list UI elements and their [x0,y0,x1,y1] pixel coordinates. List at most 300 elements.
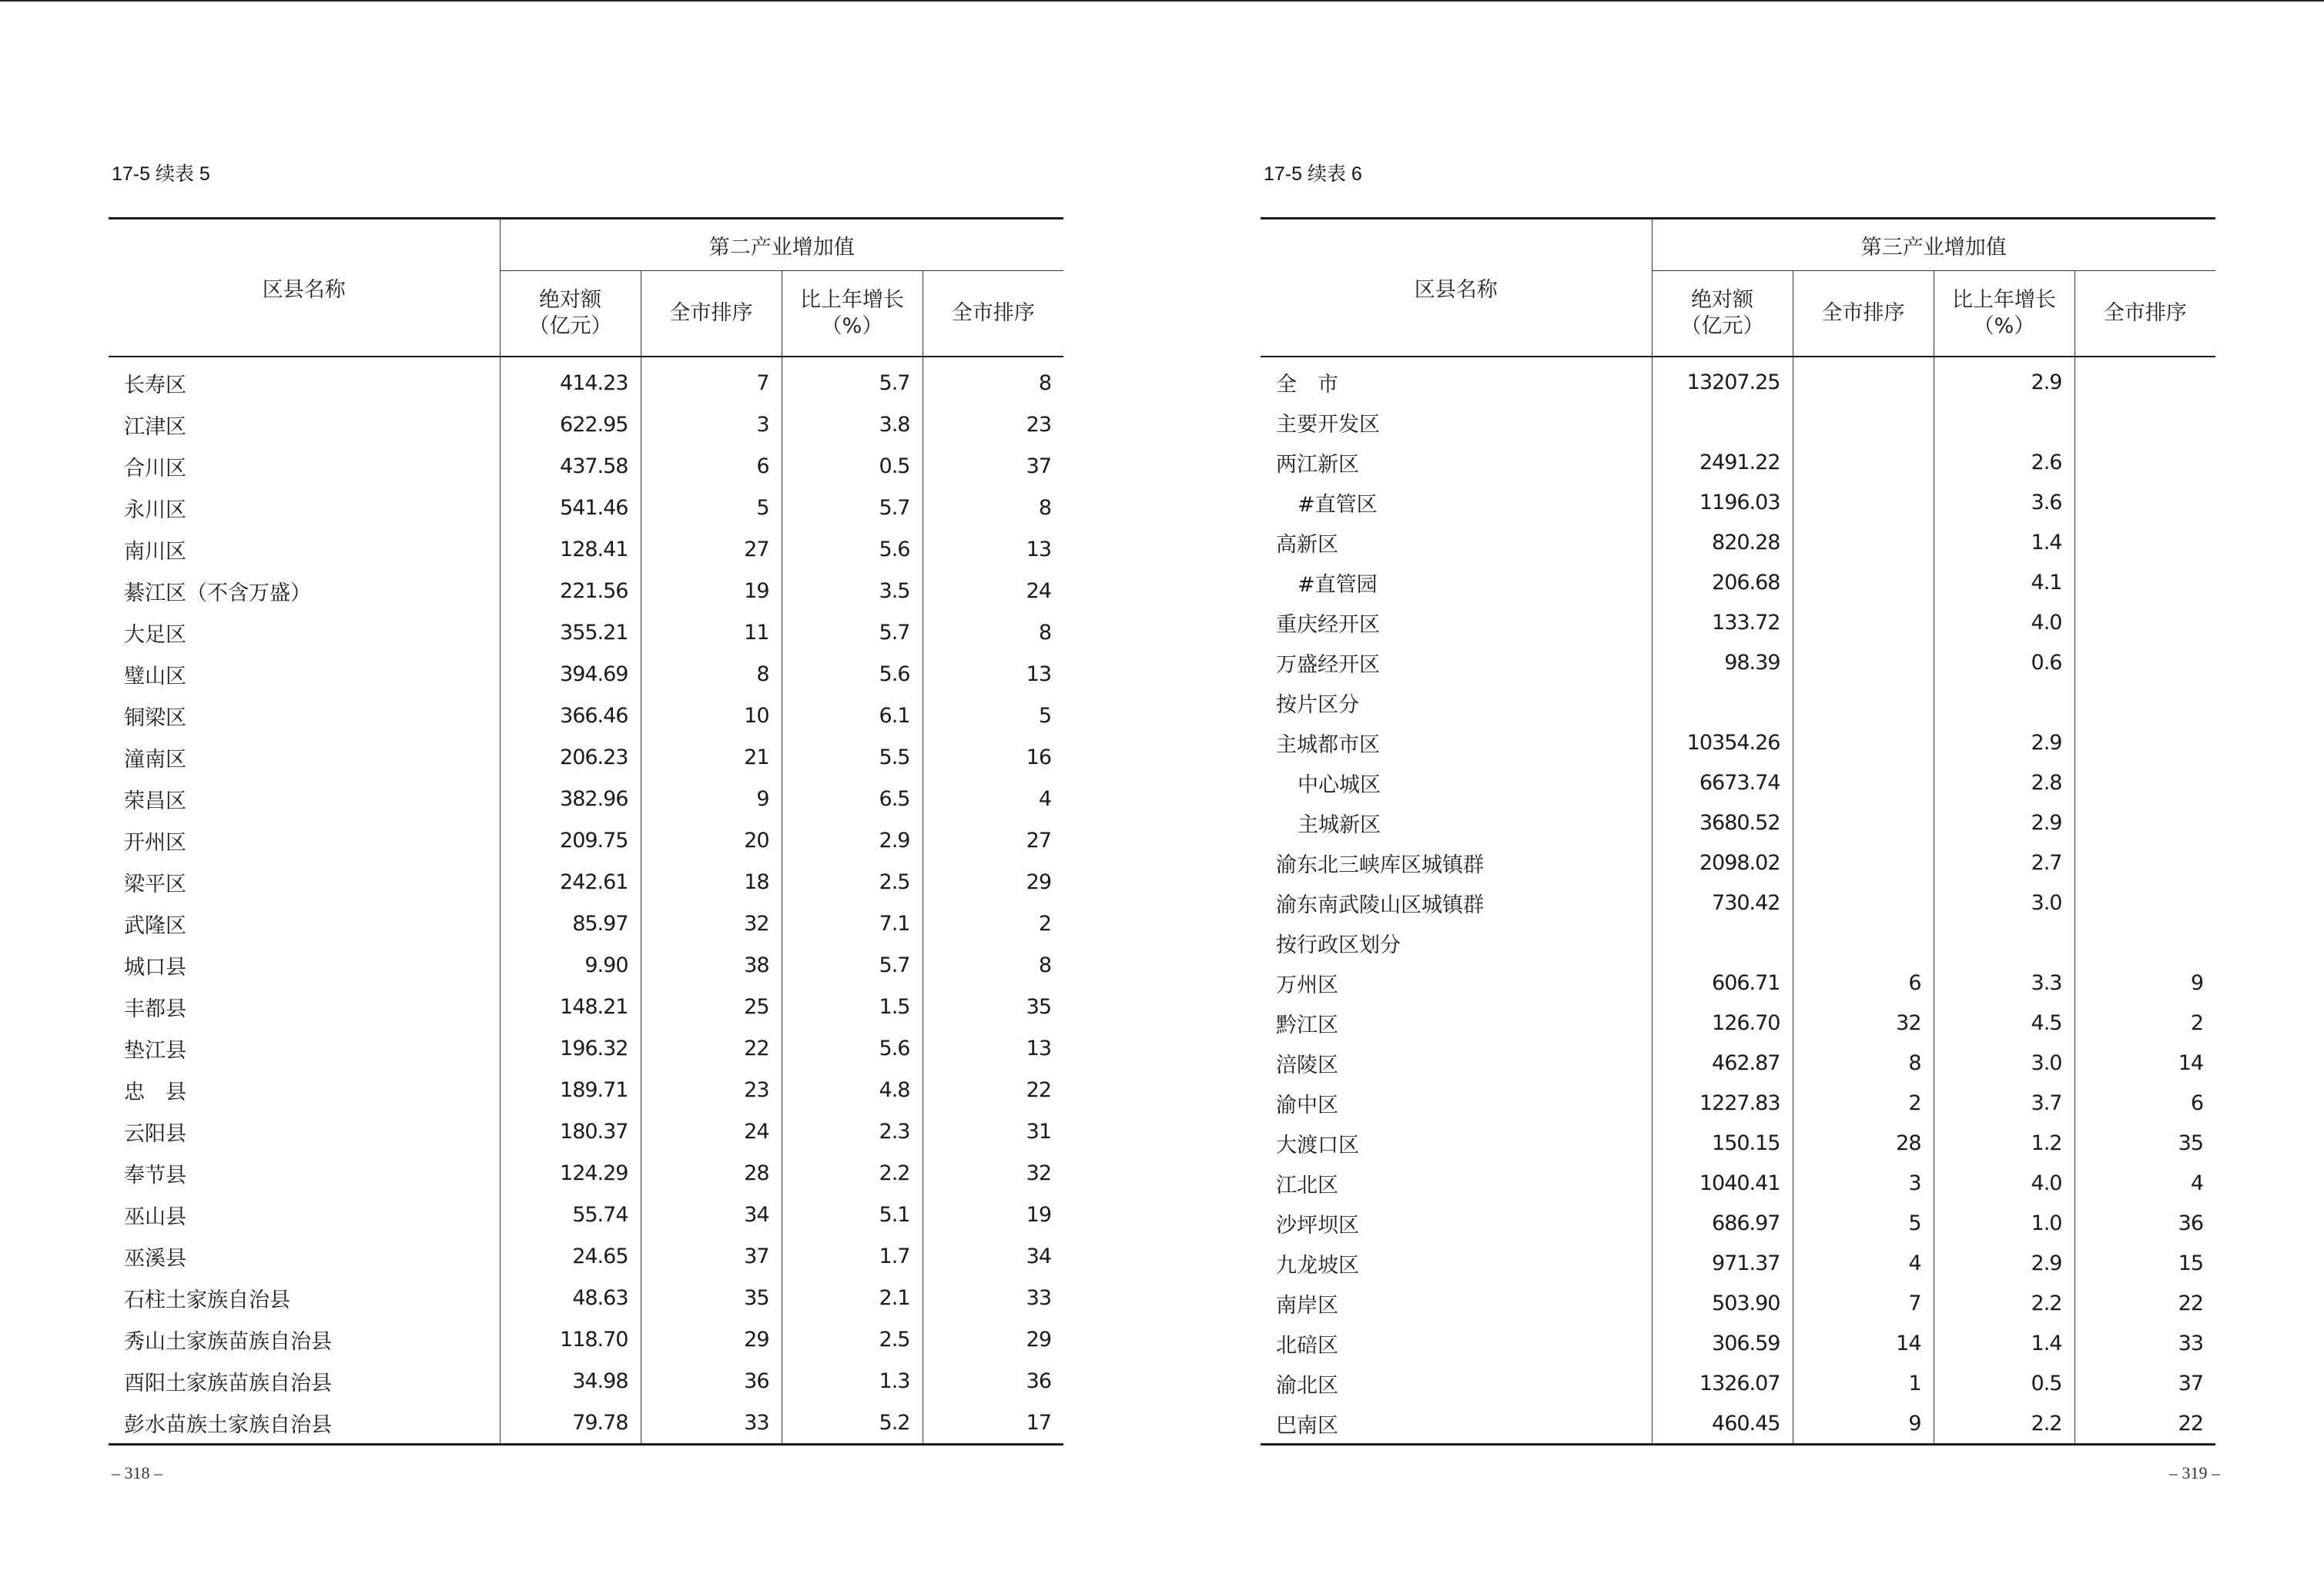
tertiary-industry-table [1261,217,2215,1446]
abs-value-cell: 460.45 [1652,1403,1793,1445]
growth-rank-cell [2075,762,2215,802]
district-name-cell: 南川区 [109,528,500,570]
growth-cell: 5.6 [782,653,923,695]
growth-cell: 1.4 [1934,1323,2075,1363]
growth-rank-header: 全市排序 [923,271,1063,357]
table-row [1261,357,2215,402]
table-row [1261,1123,2215,1163]
growth-rank-cell [2075,357,2215,402]
table-row [1261,1203,2215,1243]
table-row [109,903,1063,944]
table-row [1261,883,2215,923]
growth-rank-cell: 5 [1038,703,1051,728]
rank-cell [1793,402,1934,442]
group-header: 第三产业增加值 [1652,219,2215,271]
district-name-cell: 主要开发区 [1261,402,1652,442]
rank-cell [1793,682,1934,722]
district-name-cell: 云阳县 [109,1111,500,1152]
district-name-cell: 沙坪坝区 [1261,1203,1652,1243]
table-row [1261,722,2215,762]
table-row [1261,1323,2215,1363]
growth-cell: 2.1 [782,1277,923,1318]
growth-cell: 4.5 [1934,1003,2075,1043]
growth-cell: 3.5 [782,570,923,611]
growth-cell: 2.9 [1934,1243,2075,1283]
growth-cell: 2.2 [782,1152,923,1194]
abs-value-cell: 133.72 [1652,602,1793,642]
growth-cell [1934,682,2075,722]
table-row [109,1069,1063,1111]
page-number: – 319 – [2169,1463,2220,1482]
rank-cell: 37 [641,1235,782,1277]
rank-cell [1793,602,1934,642]
rank-cell: 36 [641,1360,782,1402]
rank-cell: 11 [641,611,782,653]
abs-value-cell [1652,402,1793,442]
abs-value-cell [1652,682,1793,722]
district-name-cell: 永川区 [109,487,500,528]
growth-rank-cell [2075,843,2215,883]
abs-value-cell: 85.97 [500,903,641,944]
district-name-cell: 綦江区（不含万盛） [109,570,500,611]
growth-rank-cell: 24 [1026,578,1051,603]
district-name-cell: 丰都县 [109,986,500,1027]
growth-rank-cell: 13 [1026,662,1051,686]
growth-cell: 5.1 [782,1194,923,1235]
abs-value-header: 绝对额 （亿元） [1652,271,1793,357]
abs-value-cell: 9.90 [500,944,641,986]
growth-cell: 5.2 [782,1402,923,1445]
abs-value-cell: 189.71 [500,1069,641,1111]
district-name-cell: 秀山土家族苗族自治县 [109,1318,500,1360]
abs-value-cell: 437.58 [500,445,641,487]
table-row [109,653,1063,695]
abs-value-cell: 366.46 [500,695,641,736]
growth-rank-cell [2075,642,2215,682]
district-name-cell: 长寿区 [109,357,500,404]
district-name-cell: 黔江区 [1261,1003,1652,1043]
rank-cell: 23 [641,1069,782,1111]
rank-header: 全市排序 [1793,271,1934,357]
abs-value-cell: 24.65 [500,1235,641,1277]
table-row [1261,923,2215,963]
district-name-cell: 大足区 [109,611,500,653]
growth-rank-cell: 6 [2190,1090,2203,1115]
abs-value-cell: 394.69 [500,653,641,695]
district-name-cell: 荣昌区 [109,778,500,819]
table-row [1261,1043,2215,1083]
table-row [1261,1363,2215,1403]
growth-cell: 1.7 [782,1235,923,1277]
rank-cell: 27 [641,528,782,570]
rank-cell: 14 [1793,1323,1934,1363]
growth-rank-cell [2075,522,2215,562]
rank-cell: 6 [1793,963,1934,1003]
abs-value-cell: 971.37 [1652,1243,1793,1283]
district-name-cell: 城口县 [109,944,500,986]
table-row [109,1360,1063,1402]
rank-cell: 3 [1793,1163,1934,1203]
rank-cell [1793,843,1934,883]
abs-value-cell: 242.61 [500,861,641,903]
table-row [1261,562,2215,602]
abs-value-cell: 686.97 [1652,1203,1793,1243]
table-row [109,404,1063,445]
growth-cell: 0.5 [782,445,923,487]
rank-cell: 7 [641,357,782,404]
table-row [1261,1283,2215,1323]
growth-rank-cell [2075,883,2215,923]
rank-cell: 8 [641,653,782,695]
growth-cell: 4.0 [1934,1163,2075,1203]
rank-cell [1793,923,1934,963]
district-name-cell: 万盛经开区 [1261,642,1652,682]
abs-value-cell: 622.95 [500,404,641,445]
growth-rank-cell: 19 [1026,1202,1051,1227]
district-name-cell: 涪陵区 [1261,1043,1652,1083]
abs-value-cell: 6673.74 [1652,762,1793,802]
growth-cell: 6.5 [782,778,923,819]
growth-rank-cell: 35 [2178,1131,2203,1155]
rank-cell: 24 [641,1111,782,1152]
secondary-industry-table [109,217,1063,1446]
abs-value-cell: 196.32 [500,1027,641,1069]
growth-rank-cell: 36 [2178,1211,2203,1235]
district-name-cell: 南岸区 [1261,1283,1652,1323]
growth-cell: 1.2 [1934,1123,2075,1163]
growth-rank-cell: 17 [923,1402,1063,1445]
rank-cell: 35 [641,1277,782,1318]
growth-rank-cell: 29 [1026,1327,1051,1352]
growth-cell: 1.3 [782,1360,923,1402]
abs-value-cell: 79.78 [500,1402,641,1445]
table-row [109,1235,1063,1277]
growth-cell: 3.3 [1934,963,2075,1003]
rank-cell: 28 [641,1152,782,1194]
district-name-cell: 武隆区 [109,903,500,944]
rank-cell: 33 [641,1402,782,1445]
abs-value-cell: 126.70 [1652,1003,1793,1043]
table-caption: 17-5 续表 6 [1264,163,1362,185]
rank-cell: 34 [641,1194,782,1235]
growth-rank-cell: 37 [2178,1371,2203,1395]
abs-value-cell: 2098.02 [1652,843,1793,883]
abs-value-cell: 209.75 [500,819,641,861]
rank-cell: 22 [641,1027,782,1069]
growth-rank-cell: 33 [1026,1285,1051,1310]
rank-cell: 10 [641,695,782,736]
growth-rank-cell: 29 [1026,869,1051,894]
table-row [109,1277,1063,1318]
rank-cell [1793,883,1934,923]
growth-rank-cell: 13 [1026,1036,1051,1060]
growth-rank-cell [2075,802,2215,843]
page-number: – 318 – [112,1463,162,1482]
growth-cell: 2.9 [1934,357,2075,402]
abs-value-cell: 55.74 [500,1194,641,1235]
table-row [109,1318,1063,1360]
table-row [1261,963,2215,1003]
growth-rank-cell: 4 [1038,786,1051,811]
table-row [109,778,1063,819]
rank-cell: 28 [1793,1123,1934,1163]
table-row [1261,1083,2215,1123]
table-row [1261,522,2215,562]
growth-rank-cell: 14 [2178,1050,2203,1075]
growth-cell: 7.1 [782,903,923,944]
growth-rank-cell: 8 [1038,953,1051,977]
district-name-cell: 忠 县 [109,1069,500,1111]
district-name-cell: 重庆经开区 [1261,602,1652,642]
growth-header: 比上年增长 （%） [1934,271,2075,357]
abs-value-cell: 820.28 [1652,522,1793,562]
growth-cell: 5.7 [782,611,923,653]
district-name-cell: #直管园 [1261,562,1652,602]
growth-rank-cell: 4 [2190,1171,2203,1195]
growth-cell: 2.9 [1934,722,2075,762]
table-row [109,944,1063,986]
district-name-cell: 渝北区 [1261,1363,1652,1403]
rank-cell: 8 [1793,1043,1934,1083]
growth-cell: 4.8 [782,1069,923,1111]
table-row [1261,482,2215,522]
abs-value-cell: 148.21 [500,986,641,1027]
district-name-cell: 开州区 [109,819,500,861]
table-row [109,570,1063,611]
district-name-cell: 全 市 [1261,357,1652,402]
abs-value-cell: 48.63 [500,1277,641,1318]
district-name-cell: 按行政区划分 [1261,923,1652,963]
table-row [1261,682,2215,722]
table-row [109,357,1063,404]
growth-cell [1934,923,2075,963]
abs-value-cell: 606.71 [1652,963,1793,1003]
table-row [109,1152,1063,1194]
abs-value-cell: 206.23 [500,736,641,778]
growth-cell: 0.6 [1934,642,2075,682]
district-name-cell: 垫江县 [109,1027,500,1069]
growth-rank-cell [2075,482,2215,522]
abs-value-cell: 2491.22 [1652,442,1793,482]
rank-cell: 29 [641,1318,782,1360]
table-row [109,445,1063,487]
growth-cell: 2.2 [1934,1283,2075,1323]
rank-cell [1793,762,1934,802]
abs-value-cell: 180.37 [500,1111,641,1152]
growth-cell: 2.6 [1934,442,2075,482]
abs-value-cell: 34.98 [500,1360,641,1402]
table-row [1261,642,2215,682]
abs-value-cell: 1196.03 [1652,482,1793,522]
abs-value-cell: 1227.83 [1652,1083,1793,1123]
abs-value-cell: 221.56 [500,570,641,611]
growth-cell: 3.8 [782,404,923,445]
table-row [109,1402,1063,1445]
growth-rank-cell: 9 [2190,970,2203,995]
rank-cell: 25 [641,986,782,1027]
abs-value-cell: 3680.52 [1652,802,1793,843]
district-name-header: 区县名称 [109,219,500,357]
abs-value-cell: 414.23 [500,357,641,404]
group-header: 第二产业增加值 [500,219,1063,271]
table-row [1261,1003,2215,1043]
abs-value-cell: 382.96 [500,778,641,819]
rank-cell: 20 [641,819,782,861]
table-body [109,357,1063,1445]
growth-cell: 5.6 [782,528,923,570]
district-name-cell: 主城都市区 [1261,722,1652,762]
growth-rank-cell: 23 [1026,412,1051,437]
rank-cell: 1 [1793,1363,1934,1403]
district-name-cell: 巫山县 [109,1194,500,1235]
district-name-cell: 巫溪县 [109,1235,500,1277]
rank-cell: 5 [1793,1203,1934,1243]
growth-cell: 5.7 [782,357,923,404]
growth-rank-cell: 32 [1026,1161,1051,1185]
rank-cell: 21 [641,736,782,778]
growth-rank-cell: 34 [1026,1244,1051,1268]
growth-rank-cell: 22 [1026,1077,1051,1102]
district-name-cell: 璧山区 [109,653,500,695]
district-name-cell: 九龙坡区 [1261,1243,1652,1283]
growth-rank-cell: 35 [1026,994,1051,1019]
growth-rank-cell: 22 [2075,1403,2215,1445]
rank-cell [1793,642,1934,682]
table-row [109,1027,1063,1069]
growth-cell: 3.0 [1934,1043,2075,1083]
abs-value-cell: 730.42 [1652,883,1793,923]
table-row [1261,442,2215,482]
growth-rank-cell: 13 [1026,537,1051,561]
growth-cell: 2.9 [782,819,923,861]
growth-cell: 2.5 [782,1318,923,1360]
table-row [1261,762,2215,802]
district-name-cell: 两江新区 [1261,442,1652,482]
district-name-cell: 奉节县 [109,1152,500,1194]
abs-value-cell: 13207.25 [1652,357,1793,402]
growth-rank-cell [2075,562,2215,602]
district-name-cell: 大渡口区 [1261,1123,1652,1163]
table-row [1261,1163,2215,1203]
growth-cell: 2.5 [782,861,923,903]
abs-value-cell [1652,923,1793,963]
growth-rank-cell [2075,602,2215,642]
abs-value-cell: 503.90 [1652,1283,1793,1323]
growth-cell: 2.8 [1934,762,2075,802]
rank-cell: 32 [641,903,782,944]
rank-cell [1793,442,1934,482]
table-row [109,819,1063,861]
abs-value-cell: 1040.41 [1652,1163,1793,1203]
rank-cell [1793,522,1934,562]
growth-cell: 5.5 [782,736,923,778]
abs-value-cell: 10354.26 [1652,722,1793,762]
growth-rank-cell: 22 [2178,1291,2203,1315]
rank-cell: 7 [1793,1283,1934,1323]
growth-cell: 1.0 [1934,1203,2075,1243]
table-row [109,736,1063,778]
abs-value-cell: 355.21 [500,611,641,653]
growth-cell: 0.5 [1934,1363,2075,1403]
district-name-cell: 渝中区 [1261,1083,1652,1123]
abs-value-cell: 541.46 [500,487,641,528]
district-name-cell: 石柱土家族自治县 [109,1277,500,1318]
rank-cell [1793,722,1934,762]
district-name-header: 区县名称 [1261,219,1652,357]
growth-rank-cell: 15 [2178,1251,2203,1275]
table-row [1261,802,2215,843]
growth-rank-cell: 31 [1026,1119,1051,1144]
district-name-cell: 主城新区 [1261,802,1652,843]
district-name-cell: 高新区 [1261,522,1652,562]
abs-value-cell: 462.87 [1652,1043,1793,1083]
table-row [1261,843,2215,883]
growth-rank-cell [2075,923,2215,963]
district-name-cell: 渝东南武陵山区城镇群 [1261,883,1652,923]
rank-cell: 9 [641,778,782,819]
growth-rank-cell [2075,682,2215,722]
district-name-cell: 梁平区 [109,861,500,903]
growth-cell: 3.7 [1934,1083,2075,1123]
abs-value-cell: 98.39 [1652,642,1793,682]
abs-value-cell: 306.59 [1652,1323,1793,1363]
district-name-cell: 彭水苗族土家族自治县 [109,1402,500,1445]
district-name-cell: 潼南区 [109,736,500,778]
rank-cell: 6 [641,445,782,487]
growth-rank-cell: 33 [2178,1331,2203,1355]
growth-cell [1934,402,2075,442]
growth-rank-cell: 2 [2190,1010,2203,1035]
table-row [109,528,1063,570]
abs-value-cell: 124.29 [500,1152,641,1194]
rank-cell [1793,357,1934,402]
table-row [1261,1403,2215,1445]
growth-cell: 1.5 [782,986,923,1027]
growth-rank-header: 全市排序 [2075,271,2215,357]
growth-rank-cell: 36 [1026,1369,1051,1393]
table-row [1261,402,2215,442]
abs-value-cell: 150.15 [1652,1123,1793,1163]
growth-rank-cell: 27 [1026,828,1051,853]
growth-cell: 6.1 [782,695,923,736]
growth-cell: 5.7 [782,944,923,986]
growth-rank-cell [2075,722,2215,762]
growth-rank-cell: 8 [1038,370,1051,395]
table-row [109,695,1063,736]
district-name-cell: 酉阳土家族苗族自治县 [109,1360,500,1402]
rank-cell: 2 [1793,1083,1934,1123]
district-name-cell: 合川区 [109,445,500,487]
rank-header: 全市排序 [641,271,782,357]
growth-cell: 3.6 [1934,482,2075,522]
rank-cell: 18 [641,861,782,903]
rank-cell: 19 [641,570,782,611]
table-row [109,986,1063,1027]
rank-cell: 5 [641,487,782,528]
table-row [1261,1243,2215,1283]
district-name-cell: 万州区 [1261,963,1652,1003]
growth-cell: 2.9 [1934,802,2075,843]
district-name-cell: 中心城区 [1261,762,1652,802]
table-row [109,487,1063,528]
rank-cell [1793,482,1934,522]
district-name-cell: 铜梁区 [109,695,500,736]
table-row [109,1194,1063,1235]
abs-value-cell: 118.70 [500,1318,641,1360]
rank-cell [1793,802,1934,843]
right-page [1162,0,2324,1588]
table-row [109,1111,1063,1152]
